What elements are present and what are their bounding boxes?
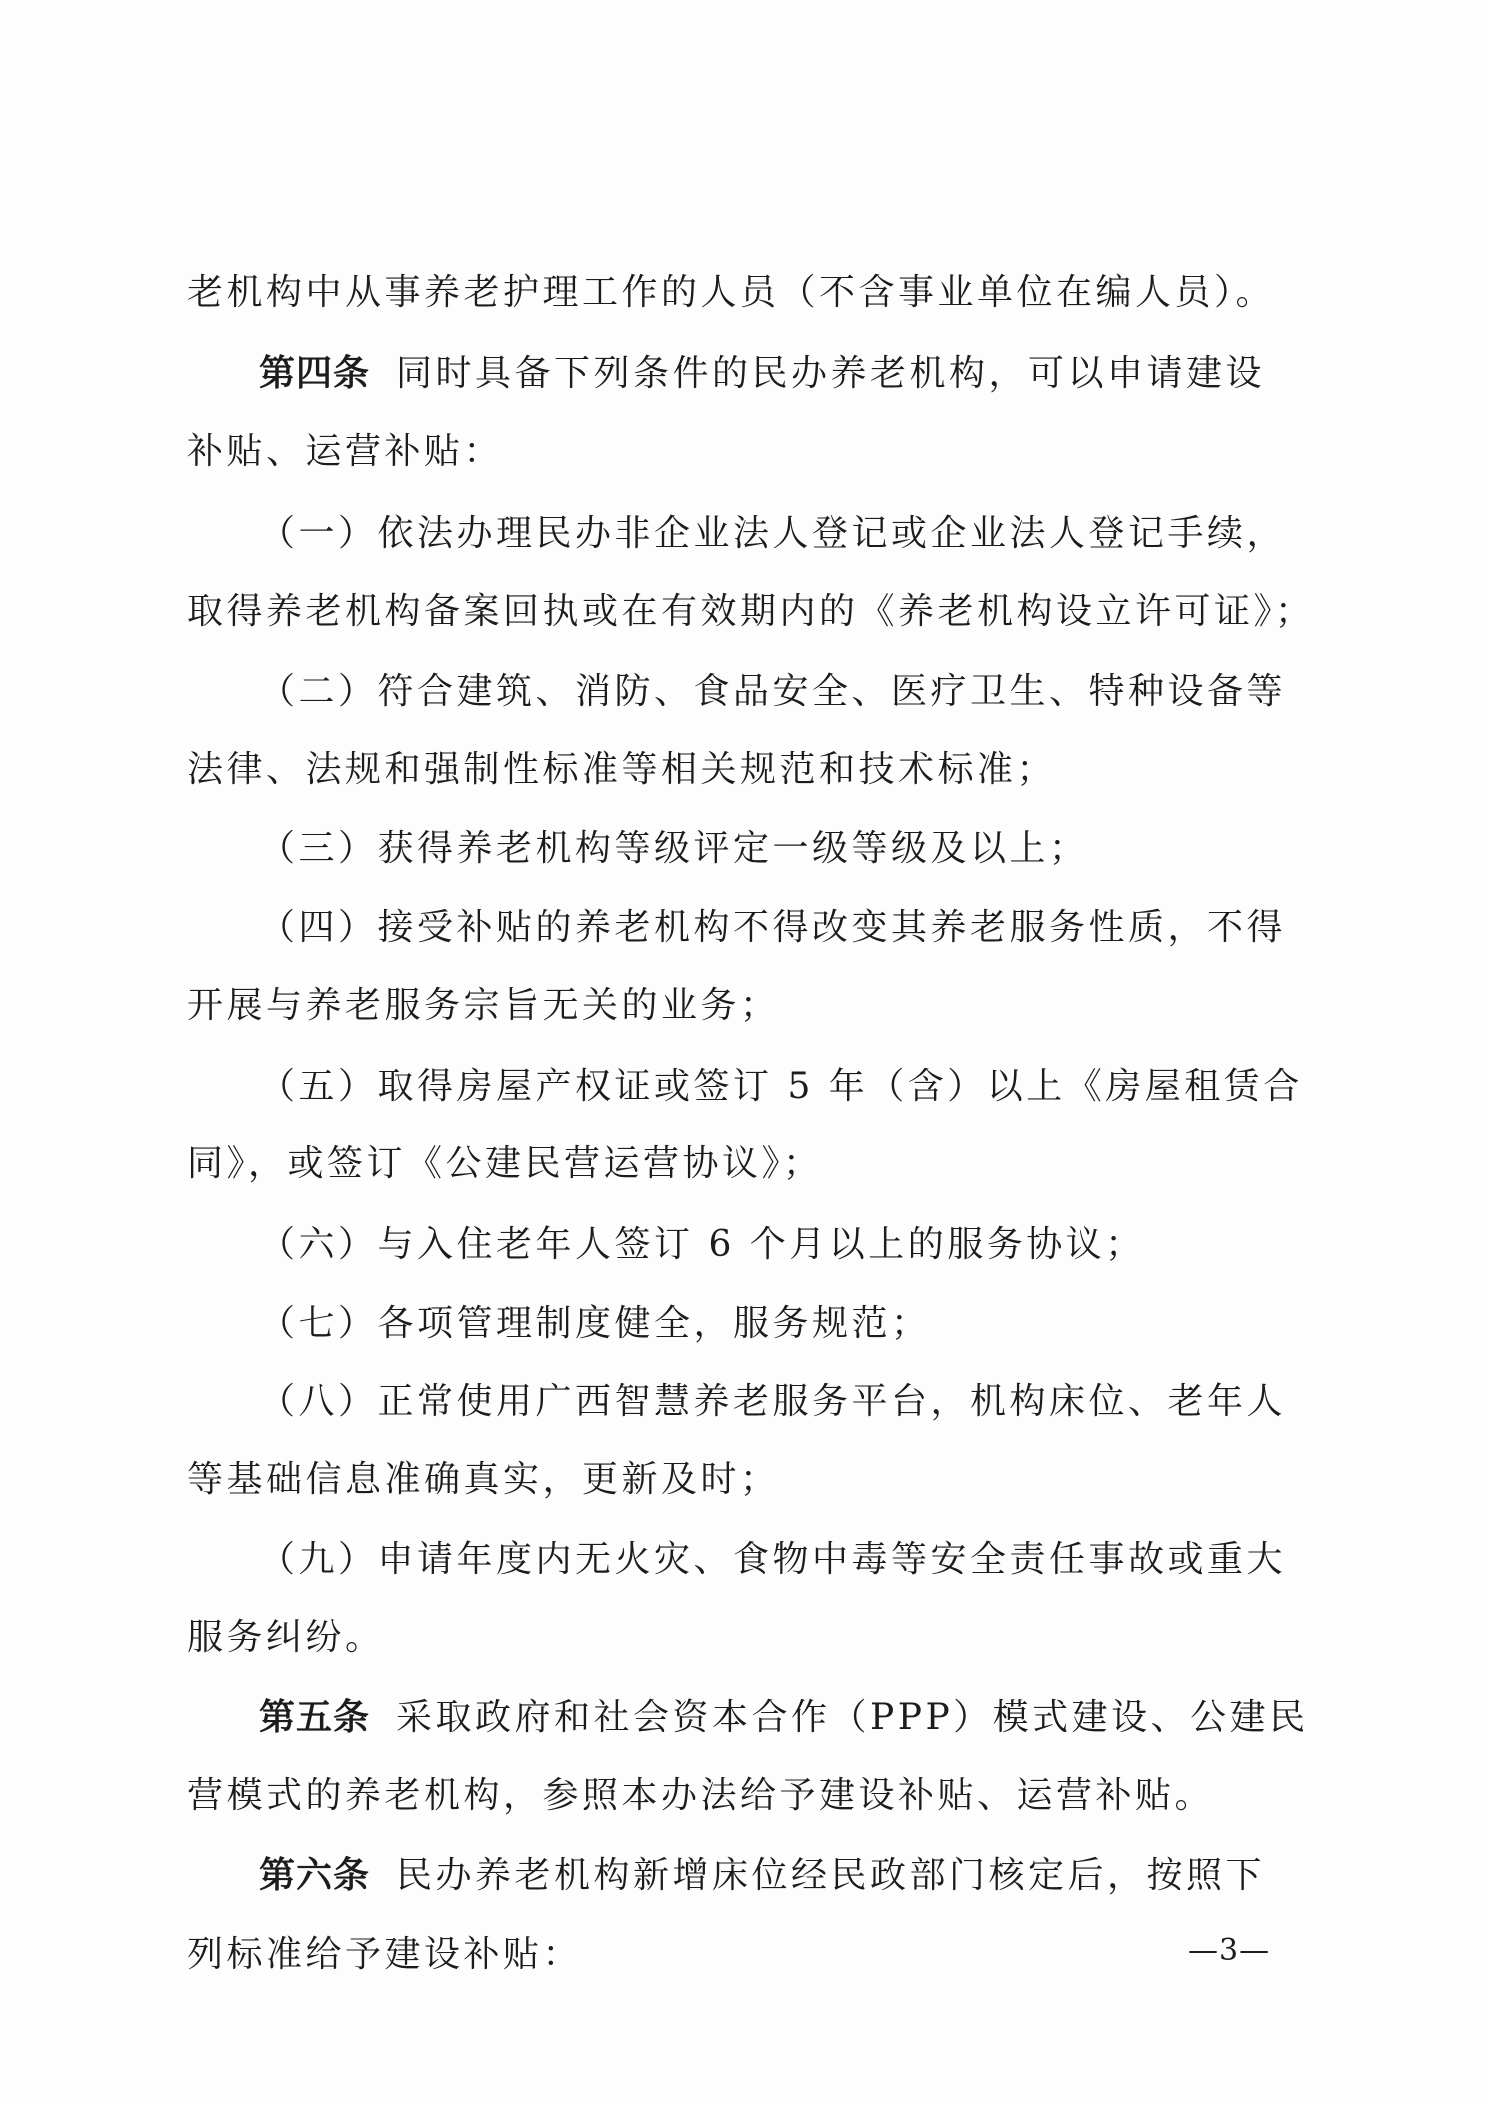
article-paragraph <box>259 350 1317 398</box>
list-item <box>259 1300 1317 1348</box>
text-line <box>187 269 1317 317</box>
line-text: 同时具备下列条件的民办养老机构，可以申请建设 <box>396 353 1266 394</box>
article-paragraph <box>259 1694 1317 1742</box>
line-text: （八）正常使用广西智慧养老服务平台，机构床位、老年人 <box>259 1381 1287 1422</box>
line-text: （四）接受补贴的养老机构不得改变其养老服务性质，不得 <box>259 907 1287 948</box>
list-item <box>259 1536 1317 1584</box>
line-text: （三）获得养老机构等级评定一级等级及以上； <box>259 828 1089 869</box>
line-text: （七）各项管理制度健全，服务规范； <box>259 1303 931 1344</box>
line-text: 老机构中从事养老护理工作的人员（不含事业单位在编人员）。 <box>187 272 1276 313</box>
line-text: 法律、法规和强制性标准等相关规范和技术标准； <box>187 749 1057 790</box>
line-text: 民办养老机构新增床位经民政部门核定后，按照下 <box>396 1855 1266 1896</box>
line-text: 营模式的养老机构，参照本办法给予建设补贴、运营补贴。 <box>187 1775 1215 1816</box>
list-item <box>259 1378 1317 1426</box>
list-item <box>259 825 1317 873</box>
text-line <box>187 588 1317 636</box>
line-text: 补贴、运营补贴： <box>187 431 504 472</box>
line-text: （九）申请年度内无火灾、食物中毒等安全责任事故或重大 <box>259 1539 1287 1580</box>
line-text: （二）符合建筑、消防、食品安全、医疗卫生、特种设备等 <box>259 671 1287 712</box>
line-text: 采取政府和社会资本合作（PPP）模式建设、公建民 <box>396 1697 1309 1738</box>
text-line <box>187 1772 1317 1820</box>
article-paragraph <box>259 1852 1317 1900</box>
article-title: 第六条 <box>259 1855 371 1896</box>
line-text: 取得养老机构备案回执或在有效期内的《养老机构设立许可证》； <box>187 591 1315 632</box>
line-text: 列标准给予建设补贴： <box>187 1934 583 1975</box>
text-line <box>187 1614 1317 1662</box>
list-item <box>259 904 1317 952</box>
line-text: 同》，或签订《公建民营运营协议》； <box>187 1143 823 1184</box>
page-number: —3— <box>1188 1933 1271 1968</box>
list-item <box>259 668 1317 716</box>
text-line <box>187 746 1317 794</box>
line-text: 开展与养老服务宗旨无关的业务； <box>187 985 780 1026</box>
list-item <box>259 1063 1317 1111</box>
line-text: 服务纠纷。 <box>187 1617 385 1658</box>
article-title: 第五条 <box>259 1697 371 1738</box>
line-text: 等基础信息准确真实，更新及时； <box>187 1459 780 1500</box>
list-item <box>259 1221 1317 1269</box>
text-line <box>187 1456 1317 1504</box>
text-line <box>187 1931 1317 1979</box>
text-line <box>187 1140 1317 1188</box>
line-text: （五）取得房屋产权证或签订 5 年（含）以上《房屋租赁合 <box>259 1066 1303 1107</box>
list-item <box>259 510 1317 558</box>
line-text: （六）与入住老年人签订 6 个月以上的服务协议； <box>259 1224 1145 1265</box>
article-title: 第四条 <box>259 353 371 394</box>
line-text: （一）依法办理民办非企业法人登记或企业法人登记手续， <box>259 513 1287 554</box>
text-line <box>187 982 1317 1030</box>
text-line <box>187 428 1317 476</box>
